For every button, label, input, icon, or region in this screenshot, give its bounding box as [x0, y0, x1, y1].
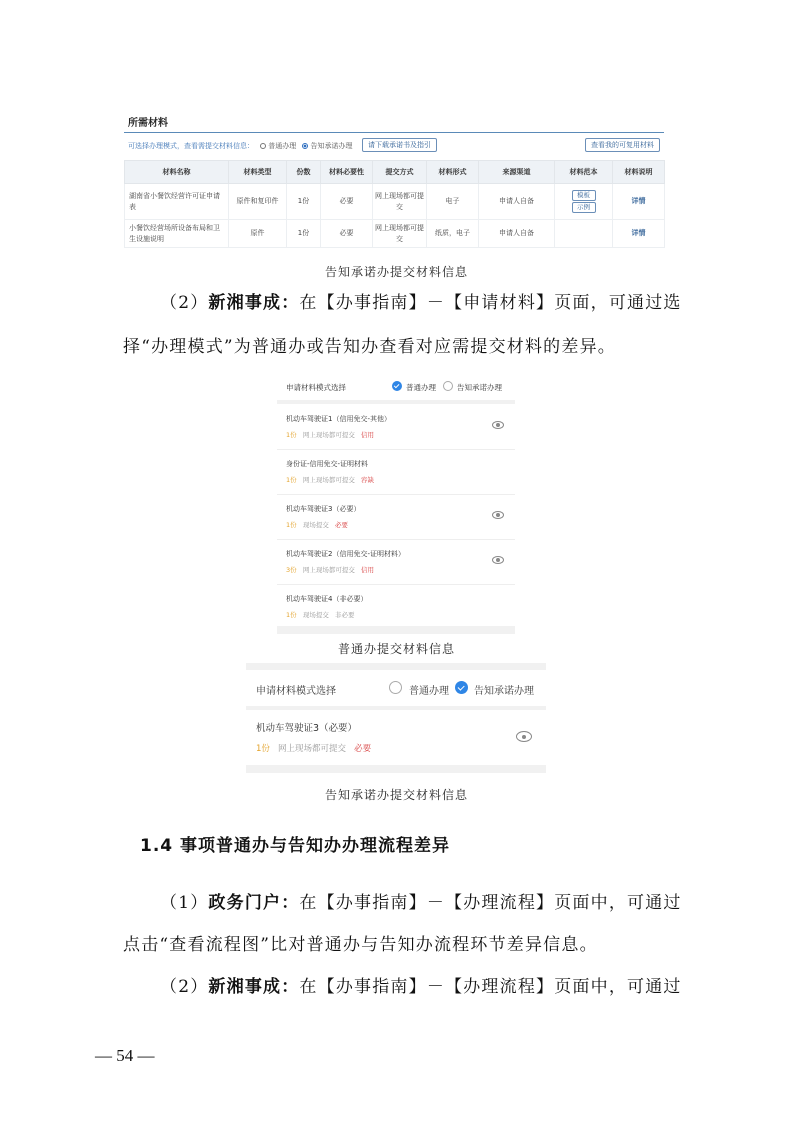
material-meta: 3份 网上现场都可提交 信用 [286, 566, 375, 574]
paragraph-text: 在【办事指南】－【办理流程】页面中，可通过 [299, 977, 682, 997]
mode-select-row [277, 370, 515, 404]
paragraph-bold-lead: 政务门户： [208, 893, 300, 913]
submit-method: 网上现场都可提交 [373, 220, 427, 248]
material-sample-cell [555, 220, 613, 248]
list-item[interactable] [277, 449, 515, 495]
notify-mode-materials-screenshot [246, 663, 546, 773]
material-name: 湖南省小餐饮经营许可证申请表 [125, 184, 229, 220]
material-source: 申请人自备 [479, 184, 555, 220]
template-button[interactable]: 模板 [572, 190, 596, 201]
column-header: 材料名称 [125, 161, 229, 184]
paragraph-number: （2） [160, 293, 209, 313]
table-header-row [125, 161, 665, 184]
material-name: 小餐饮经营场所设备布局和卫生设施说明 [125, 220, 229, 248]
material-necessity: 必要 [321, 184, 373, 220]
material-title: 机动车驾驶证3（必要） [286, 505, 361, 513]
material-meta: 1份 网上现场都可提交 信用 [286, 431, 375, 439]
paragraph-line: 择“办理模式”为普通办或告知办查看对应需提交材料的差异。 [123, 337, 616, 357]
material-meta: 1份 网上现场都可提交 容缺 [286, 476, 375, 484]
notify-option-label[interactable]: 告知承诺办理 [457, 383, 502, 392]
section-heading: 1.4 事项普通办与告知办办理流程差异 [140, 836, 451, 856]
mode-select-label: 申请材料模式选择 [256, 686, 336, 697]
paragraph-text: 在【办事指南】－【申请材料】页面，可通过选 [299, 293, 682, 313]
screen-bottom-bar [246, 765, 546, 773]
material-necessity: 必要 [321, 220, 373, 248]
example-button[interactable]: 示例 [572, 202, 596, 213]
figure-caption-3: 告知承诺办提交材料信息 [324, 788, 468, 802]
notify-radio-icon[interactable] [302, 143, 308, 149]
material-meta: 1份 现场提交 必要 [286, 521, 349, 529]
normal-mode-materials-screenshot [277, 370, 515, 634]
paragraph-number: （1） [160, 893, 209, 913]
detail-link[interactable]: 详情 [613, 184, 665, 220]
screen-top-bar [246, 663, 546, 670]
column-header: 材料类型 [229, 161, 287, 184]
notify-option-label[interactable]: 告知承诺办理 [310, 142, 353, 150]
material-source: 申请人自备 [479, 220, 555, 248]
notify-radio-checked-icon[interactable] [455, 681, 468, 694]
eye-icon[interactable] [492, 421, 504, 429]
eye-icon[interactable] [492, 556, 504, 564]
materials-table-screenshot [124, 110, 664, 247]
column-header: 材料说明 [613, 161, 665, 184]
table-row [125, 220, 665, 248]
material-title: 机动车驾驶证4（非必要） [286, 595, 368, 603]
material-meta: 1份 网上现场都可提交 必要 [256, 744, 372, 754]
notify-option-label[interactable]: 告知承诺办理 [474, 686, 534, 697]
mode-prompt: 可选择办理模式，查看需提交材料信息： [128, 142, 254, 150]
materials-table [124, 160, 665, 248]
list-item[interactable] [277, 539, 515, 585]
normal-option-label[interactable]: 普通办理 [268, 142, 297, 150]
normal-radio-checked-icon[interactable] [392, 381, 402, 391]
material-type: 原件和复印件 [229, 184, 287, 220]
required-materials-heading: 所需材料 [128, 118, 168, 129]
column-header: 材料必要性 [321, 161, 373, 184]
column-header: 材料范本 [555, 161, 613, 184]
material-title: 身份证-信用免交-证明材料 [286, 460, 369, 468]
material-title: 机动车驾驶证1（信用免交-其他） [286, 415, 391, 423]
normal-radio-icon[interactable] [389, 681, 402, 694]
detail-link[interactable]: 详情 [613, 220, 665, 248]
submit-method: 网上现场都可提交 [373, 184, 427, 220]
eye-icon[interactable] [516, 731, 532, 742]
mode-select-row [246, 670, 546, 710]
material-form: 纸质，电子 [427, 220, 479, 248]
material-sample-cell [555, 184, 613, 220]
mode-select-label: 申请材料模式选择 [286, 383, 346, 392]
heading-divider [124, 132, 664, 133]
notify-radio-icon[interactable] [443, 381, 453, 391]
paragraph-line [160, 888, 682, 918]
column-header: 来源渠道 [479, 161, 555, 184]
list-item[interactable] [277, 584, 515, 626]
paragraph-bold-lead: 新湘事成： [208, 977, 300, 997]
normal-radio-icon[interactable] [260, 143, 266, 149]
paragraph-line: 点击“查看流程图”比对普通办与告知办流程环节差异信息。 [123, 935, 598, 955]
view-reusable-materials-button[interactable]: 查看我的可复用材料 [585, 138, 660, 152]
paragraph-line [160, 972, 682, 1002]
material-type: 原件 [229, 220, 287, 248]
material-count: 1份 [287, 220, 321, 248]
eye-icon[interactable] [492, 511, 504, 519]
paragraph-number: （2） [160, 977, 209, 997]
normal-option-label[interactable]: 普通办理 [406, 383, 436, 392]
material-meta: 1份 现场提交 非必要 [286, 611, 355, 619]
list-item[interactable] [277, 494, 515, 540]
paragraph-bold-lead: 新湘事成： [208, 293, 300, 313]
screen-bottom-bar [277, 626, 515, 634]
download-commitment-button[interactable]: 请下载承诺书及指引 [362, 138, 437, 152]
figure-caption-1: 告知承诺办提交材料信息 [324, 265, 468, 279]
material-title: 机动车驾驶证3（必要） [256, 723, 358, 734]
column-header: 份数 [287, 161, 321, 184]
column-header: 材料形式 [427, 161, 479, 184]
material-title: 机动车驾驶证2（信用免交-证明材料） [286, 550, 405, 558]
mode-option-row [128, 141, 352, 151]
table-row [125, 184, 665, 220]
paragraph-text: 在【办事指南】－【办理流程】页面中，可通过 [299, 893, 682, 913]
page-number: — 54 — [95, 1046, 155, 1065]
normal-option-label[interactable]: 普通办理 [409, 686, 449, 697]
figure-caption-2: 普通办提交材料信息 [337, 642, 455, 656]
list-item[interactable] [277, 404, 515, 450]
material-form: 电子 [427, 184, 479, 220]
list-item[interactable] [246, 710, 546, 765]
paragraph-line [160, 288, 682, 318]
material-count: 1份 [287, 184, 321, 220]
column-header: 提交方式 [373, 161, 427, 184]
